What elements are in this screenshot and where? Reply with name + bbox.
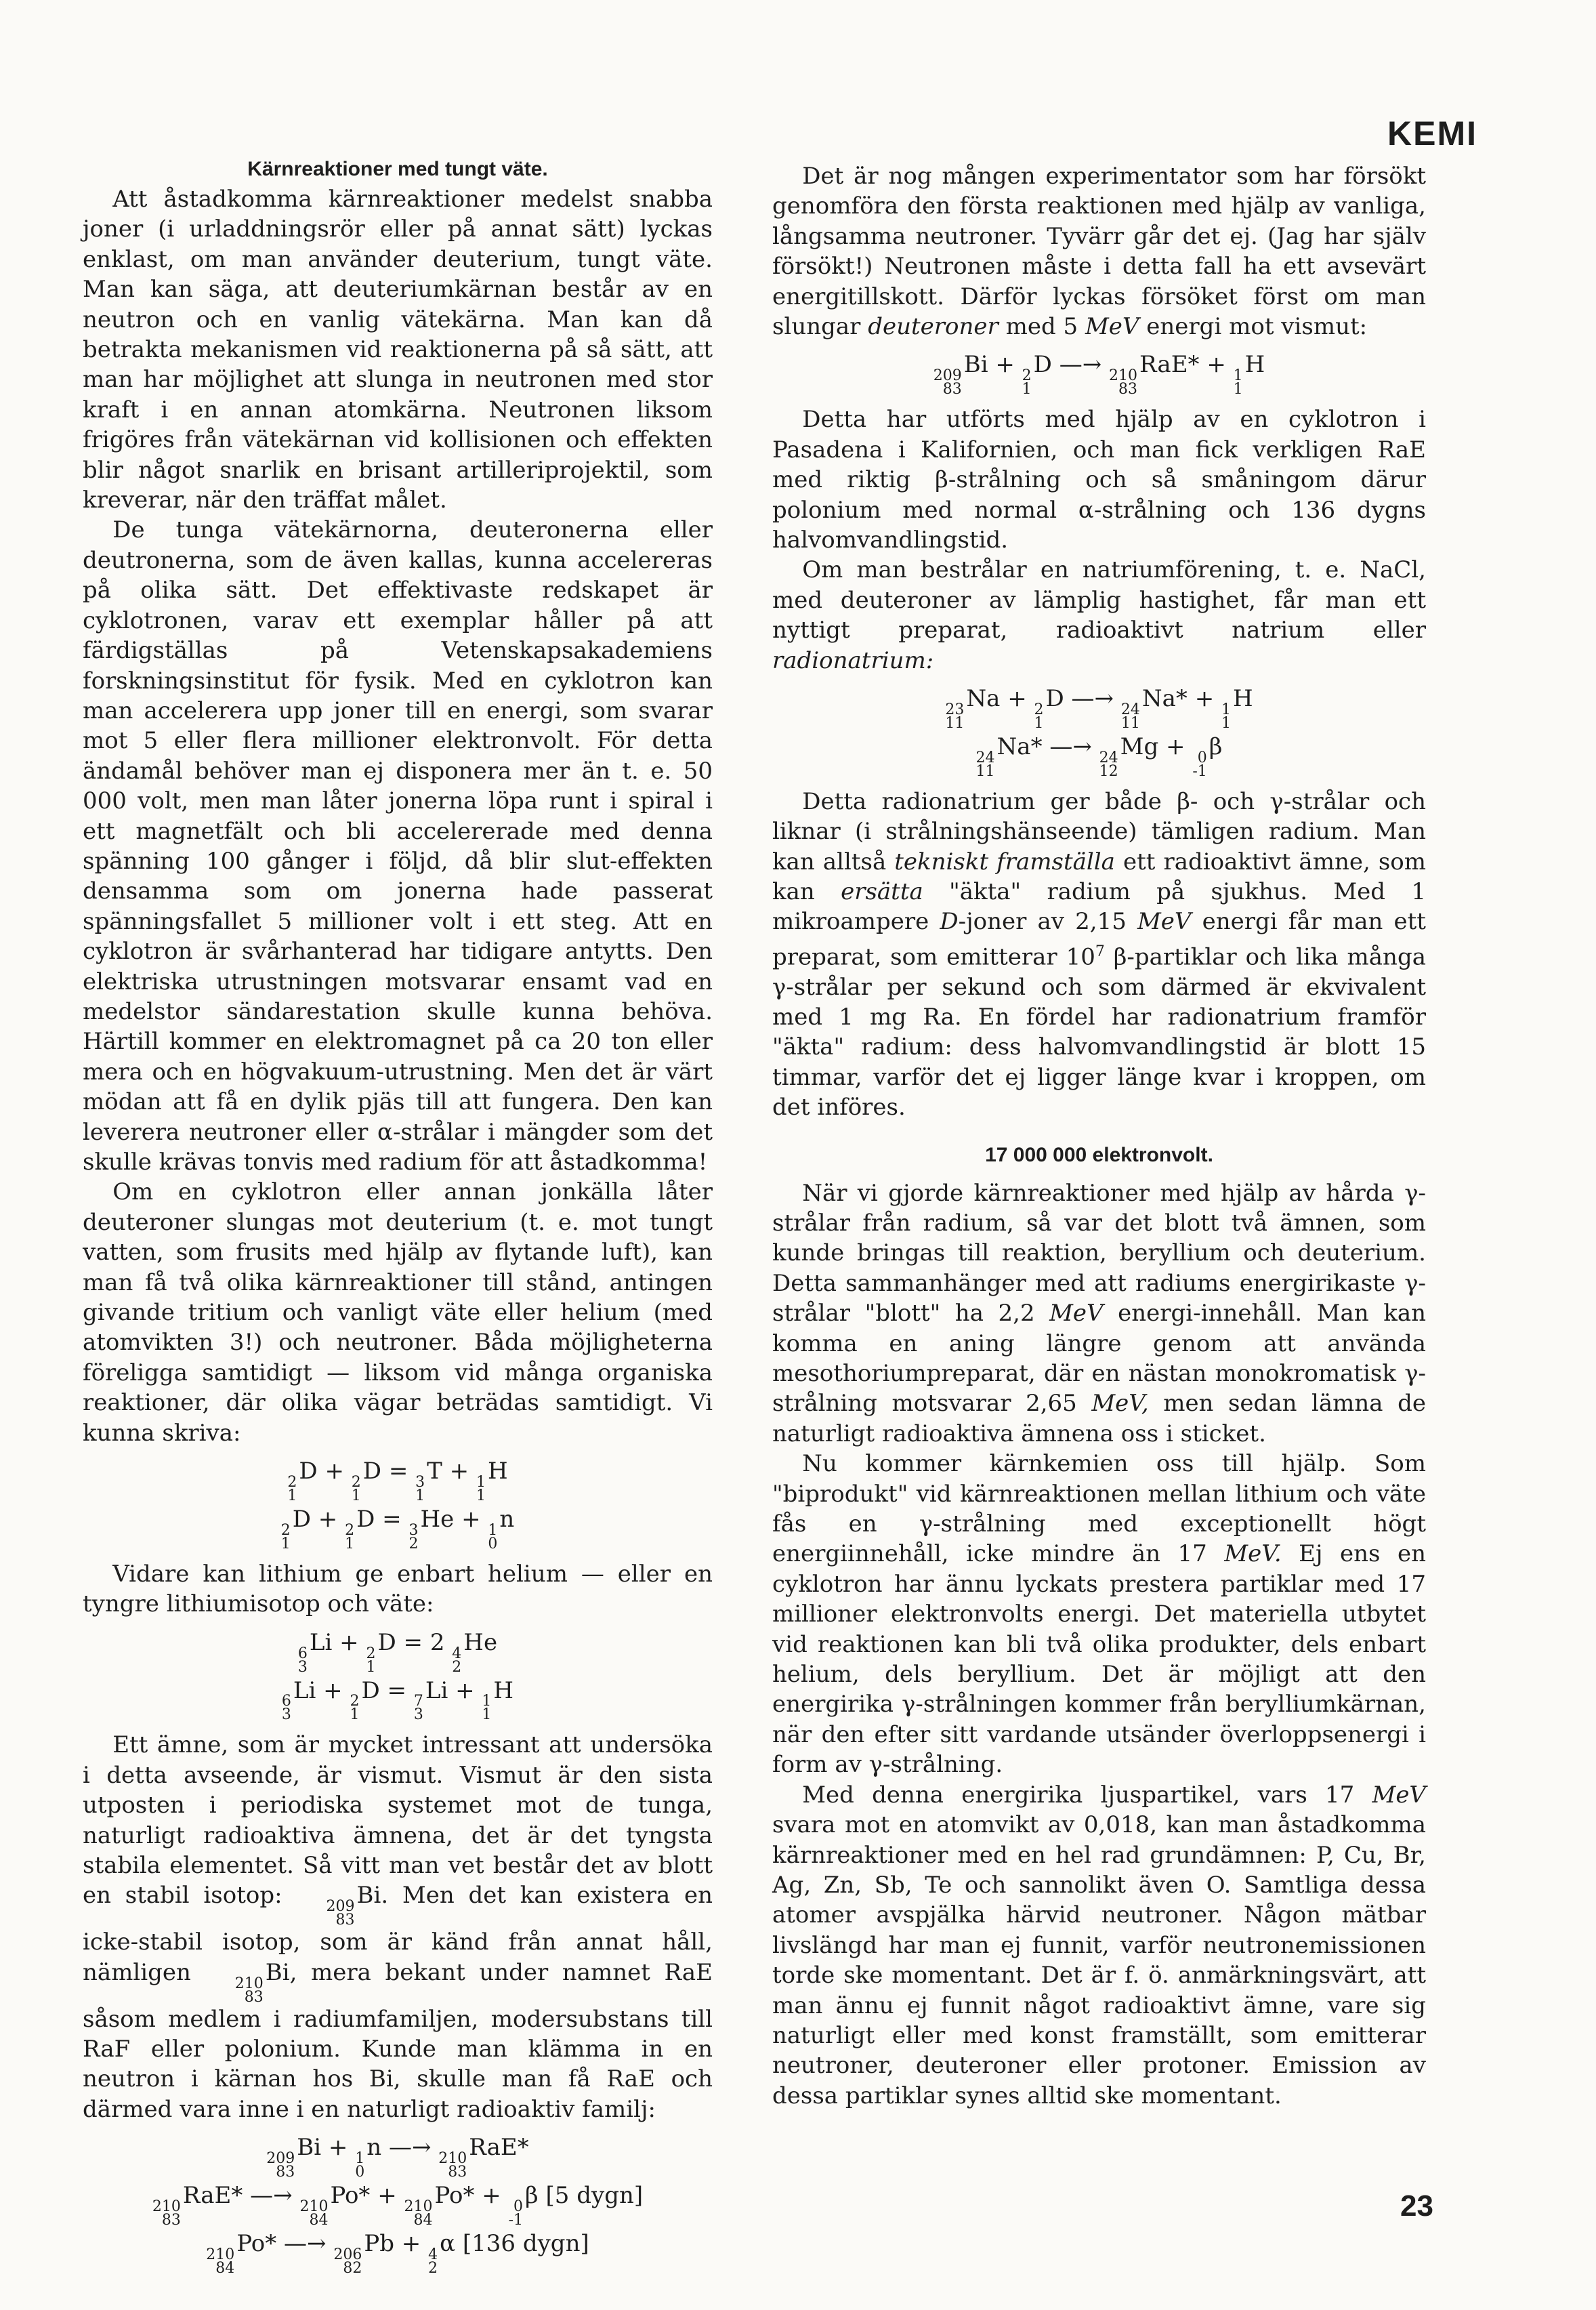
equation-block [772, 682, 1426, 779]
paragraph: Ett ämne, som är mycket intressant att undersöka i detta avseende, är vismut. Vismut är den sista utposten i periodiska systemet mot de tunga, naturligt radioaktiva ämnena, det är det tyngsta stabila elementet. Så vitt man vet består det av blott en stabil isotop: 209 83 Bi. Men det kan existera en icke-stabil isotop, som är känd från annat håll, nämligen 210 83 Bi, mera bekant under namnet RaE såsom medlem i radiumfamiljen, modersubstans till RaF eller polonium. Kunde man klämma in en neutron i kärnan hos Bi, skulle man få RaE och därmed vara inne i en naturligt radioaktiv familj: [83, 1731, 713, 2123]
paragraph: Det är nog mången experimentator som har försökt genomföra den första reaktionen med hjälp av vanliga, långsamma neutroner. Tyvärr går det ej. (Jag har själv försökt!) Neutronen måste i detta fall ha ett avsevärt energitillskott. Därför lyckas försöket först om man slungar deuteroner med 5 MeV energi mot vismut: [772, 163, 1426, 341]
equation: 24 11 Na* —→ 24 12 Mg + 0 -1 β [975, 733, 1223, 780]
paragraph: Detta har utförts med hjälp av en cyklotron i Pasadena i Kalifornien, och man fick verkligen RaE med riktig β-strålning och så småningom därur polonium med normal α-strålning och 136 dygns halvomvandlingstid. [772, 406, 1426, 554]
nuclide-index: 2 1 [287, 1473, 297, 1504]
article-heading: Kärnreaktioner med tungt väte. [247, 158, 548, 180]
page-number: 23 [1400, 2189, 1433, 2223]
nuclide-index: 3 1 [415, 1473, 425, 1504]
equation: 2 1 D + 2 1 D = 3 2 He + 1 0 n [280, 1505, 515, 1552]
equation: 209 83 Bi + 2 1 D —→ 210 83 RaE* + 1 1 H [933, 351, 1265, 398]
paragraph: Nu kommer kärnkemien oss till hjälp. Som "biprodukt" vid kärnreaktionen mellan lithium och väte fås en γ-strålning med exceptionellt högt energiinnehåll, icke mindre än 17 MeV. Ej ens en cyklotron har ännu lyckats prestera partiklar med 17 millioner elektronvolts energi. Det materiella utbytet vid reaktionen kan bli två olika produkter, dels enbart helium, dels beryllium. Det är möjligt att den energirika γ-strålningen kommer från berylliumkärnan, när den efter sitt vardande utsänder överloppsenergi i form av γ-strålning. [772, 1450, 1426, 1779]
equation-block [83, 1626, 713, 1723]
nuclide-index: 1 1 [476, 1473, 486, 1504]
paragraph: De tunga vätekärnorna, deuteronerna eller deutronerna, som de även kallas, kunna accelereras på olika sätt. Det effektivaste redskapet är cyklotronen, varav ett exemplar håller på att färdigställas på Vetenskapsakademiens forskningsinstitut för fysik. Med en cyklotron kan man accelerera upp joner till en energi, som svarar mot 5 eller flera millioner elektronvolt. För detta ändamål behöver man ej disponera mer än t. e. 50 000 volt, men man låter jonerna löpa runt i spiral i ett magnetfält och bli accelererade med denna spänning 100 gånger i följd, då blir slut-effekten densamma som om jonerna hade passerat spänningsfallet 5 millioner volt i ett steg. Att en cyklotron är svårhanterad har tidigare antytts. Den elektriska utrustningen motsvarar ensamt vad en medelstor sändarestation skulle kunna behöva. Härtill kommer en elektromagnet på ca 20 ton eller mera och en högvakuum-utrustning. Men det är värt mödan att få en dylik pjäs till att fungera. Den kan leverera neutroner eller α-strålar i mängder som det skulle krävas tonvis med radium för att åstadkomma! [83, 516, 713, 1176]
equation: 209 83 Bi + 1 0 n —→ 210 83 RaE* [266, 2134, 529, 2181]
paragraph: Att åstadkomma kärnreaktioner medelst snabba joner (i urladdningsrör eller på annat sätt) lyckas enklast, om man använder deuterium, tungt väte. Man kan säga, att deuteriumkärnan består av en neutron och en vanlig vätekärna. Man kan då betrakta mekanismen vid reaktionerna på så sätt, att man har möjlighet att slunga in neutronen med stor kraft i en annan atomkärna. Neutronen liksom frigöres från vätekärnan vid kollisionen och effekten blir något snarlik en brisant artilleriprojektil, som kreverar, när den träffat målet. [83, 186, 713, 514]
section-heading: 17 000 000 elektronvolt. [985, 1143, 1213, 1166]
equation-block [772, 348, 1426, 396]
equation-block [83, 2131, 713, 2275]
nuclide-index: 2 1 [351, 1473, 361, 1504]
equation: 6 3 Li + 2 1 D = 2 4 2 He [297, 1628, 498, 1676]
paragraph: Om man bestrålar en natriumförening, t. e. NaCl, med deuteroner av lämplig hastighet, får man ett nyttigt preparat, radioaktivt natrium eller radionatrium: [772, 556, 1426, 674]
equation-block [83, 1455, 713, 1551]
right-column [772, 161, 1426, 2111]
equation: 6 3 Li + 2 1 D = 7 3 Li + 1 1 H [281, 1676, 514, 1724]
paragraph: Detta radionatrium ger både β- och γ-strålar och liknar (i strålningshänseende) tämligen radium. Man kan alltså tekniskt framställa ett radioaktivt ämne, som kan ersätta "äkta" radium på sjukhus. Med 1 mikroampere D-joner av 2,15 MeV energi får man ett preparat, som emitterar $10^7$ β-partiklar och lika många γ-strålar per sekund och som därmed är ekvivalent med 1 mg Ra. En fördel har radionatrium framför "äkta" radium: dess halvomvandlingstid är blott 15 timmar, varför det ej ligger länge kvar i kroppen, om det införes. [772, 787, 1427, 1121]
paragraph: Om en cyklotron eller annan jonkälla låter deuteroner slungas mot deuterium (t. e. mot tungt vatten, som frusits med hjälp av flytande luft), kan man få två olika kärnreaktioner till stånd, antingen givande tritium och vanligt väte eller helium (med atomvikten 3!) och neutroner. Båda möjligheterna föreligga samtidigt — liksom vid många organiska reaktioner, där olika vägar beträdas samtidigt. Vi kunna skriva: [83, 1178, 713, 1447]
paragraph: Vidare kan lithium ge enbart helium — eller en tyngre lithiumisotop och väte: [83, 1560, 713, 1618]
left-column [83, 154, 713, 2284]
equation: 210 84 Po* —→ 206 82 Pb + 4 2 α [136 dygn] [206, 2230, 589, 2277]
paragraph: Med denna energirika ljuspartikel, vars 17 MeV svara mot en atomvikt av 0,018, kan man åstadkomma kärnreaktioner med en hel rad grundämnen: P, Cu, Br, Ag, Zn, Sb, Te och sannolikt även O. Samtliga dessa atomer avspjälka härvid neutroner. Någon mätbar livslängd har man ej funnit, varför neutronemissionen torde ske momentant. Det är f. ö. anmärkningsvärt, att man ännu ej funnit något radioaktivt ämne, vare sig naturligt eller med konst framställt, som emitterar neutroner, deuteroner eller protoner. Emission av dessa partiklar synes alltid ske momentant. [772, 1781, 1426, 2109]
paragraph: När vi gjorde kärnreaktioner med hjälp av hårda γ-strålar från radium, så var det blott två ämnen, som kunde bringas till reaktion, beryllium och deuterium. Detta sammanhänger med att radiums energirikaste γ-strålar "blott" ha 2,2 MeV energi-innehåll. Man kan komma en aning längre genom att använda mesothoriumpreparat, där en nästan monokromatisk γ-strålning motsvarar 2,65 MeV, men sedan lämna de naturligt radioaktiva ämnena oss i sticket. [772, 1179, 1426, 1447]
equation: 23 11 Na + 2 1 D —→ 24 11 Na* + 1 1 H [945, 684, 1253, 732]
equation: 2 1 D + 2 1 D = 3 1 T + 1 1 H [287, 1458, 508, 1504]
equation: 210 83 RaE* —→ 210 84 Po* + 210 84 Po* + 0 -1 β [5 dygn] [152, 2182, 644, 2229]
section-title: KEMI [1387, 115, 1477, 152]
